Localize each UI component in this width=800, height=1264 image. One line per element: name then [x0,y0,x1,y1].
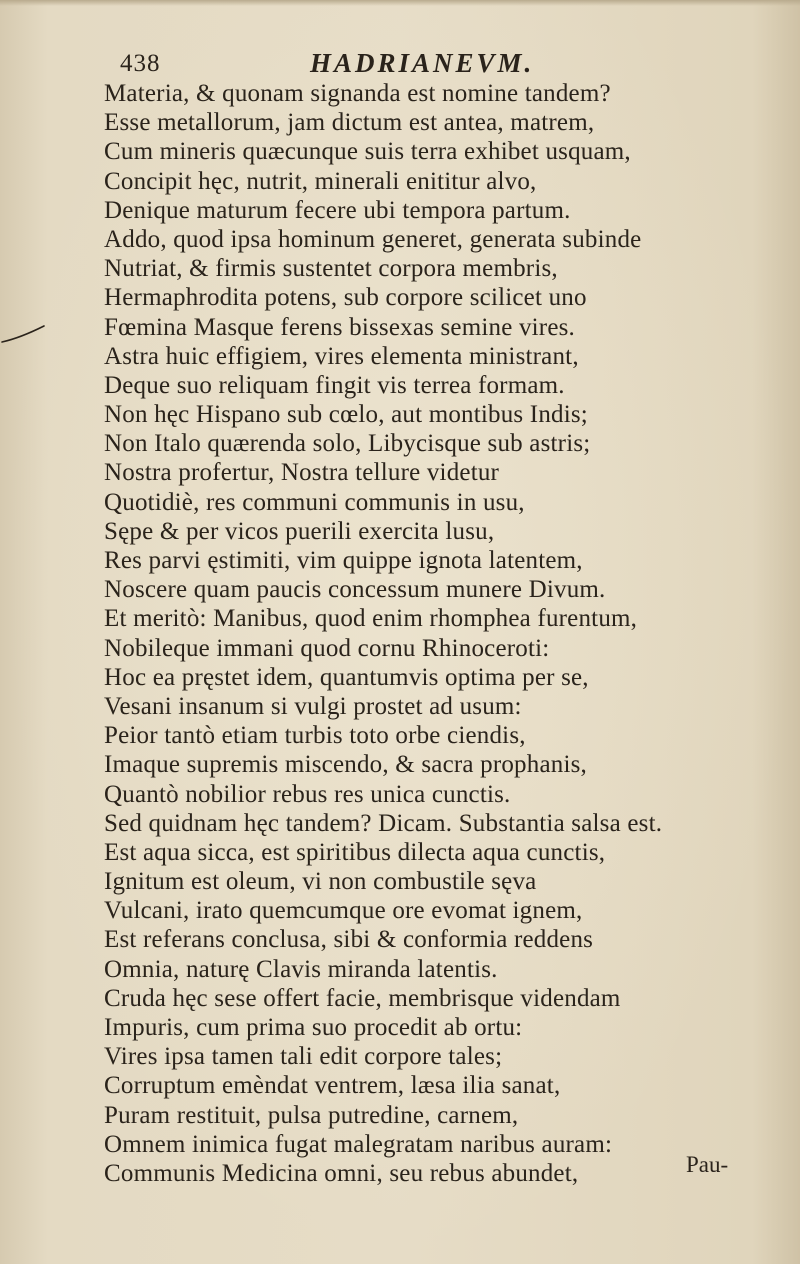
text-line: Quotidiè, res communi communis in usu, [104,488,525,516]
text-line: Imaque supremis miscendo, & sacra prophanis, [104,751,587,779]
text-line: Quantò nobilior rebus res unica cunctis. [104,780,511,808]
text-line: Peior tantò etiam turbis toto orbe ciendis, [104,722,526,750]
text-line: Esse metallorum, jam dictum est antea, matrem, [104,109,595,137]
text-line: Omnem inimica fugat malegratam naribus auram: [104,1130,613,1158]
text-line: Noscere quam paucis concessum munere Divum. [104,576,606,604]
text-line: Est aqua sicca, est spiritibus dilecta aqua cunctis, [104,838,606,866]
text-line: Concipit hęc, nutrit, minerali enititur alvo, [104,167,537,195]
page-top-edge [0,0,800,6]
text-line: Sed quidnam hęc tandem? Dicam. Substantia salsa est. [104,809,663,837]
text-line: Addo, quod ipsa hominum generet, generata subinde [104,225,642,253]
text-line: Hoc ea pręstet idem, quantumvis optima per se, [104,663,589,691]
text-line: Et meritò: Manibus, quod enim rhomphea furentum, [104,605,638,633]
text-line: Vesani insanum si vulgi prostet ad usum: [104,692,522,720]
text-line: Est referans conclusa, sibi & conformia reddens [104,926,594,954]
text-line: Hermaphrodita potens, sub corpore scilicet uno [104,284,587,312]
margin-pen-mark-icon [0,322,48,348]
text-line: Cum mineris quæcunque suis terra exhibet usquam, [104,138,631,166]
text-line: Fœmina Masque ferens bissexas semine vires. [104,313,576,341]
running-head: HADRIANEVM. [310,48,535,78]
text-line: Materia, & quonam signanda est nomine tandem? [104,80,611,107]
text-line: Cruda hęc sese offert facie, membrisque videndam [104,984,621,1012]
text-line: Communis Medicina omni, seu rebus abundet, [104,1159,579,1187]
text-line: Deque suo reliquam fingit vis terrea formam. [104,371,565,399]
text-line: Nutriat, & firmis sustentet corpora membris, [104,255,558,283]
catchword: Pau- [686,1152,729,1177]
text-line: Denique maturum fecere ubi tempora partum. [104,196,571,224]
text-line: Non Italo quærenda solo, Libycisque sub astris; [104,430,591,458]
text-line: Impuris, cum prima suo procedit ab ortu: [104,1014,523,1041]
text-line: Non hęc Hispano sub cœlo, aut montibus Indis; [104,401,588,429]
page-number: 438 [120,50,161,77]
text-line: Ignitum est oleum, vi non combustile sęva [104,868,537,896]
text-line: Puram restituit, pulsa putredine, carnem, [104,1101,519,1129]
text-line: Nostra profertur, Nostra tellure videtur [104,459,500,487]
text-line: Omnia, naturę Clavis miranda latentis. [104,955,498,983]
page-header [118,46,718,80]
text-line: Astra huic effigiem, vires elementa ministrant, [104,342,579,370]
text-line: Nobileque immani quod cornu Rhinoceroti: [104,634,550,662]
text-line: Vulcani, irato quemcumque ore evomat ignem, [104,897,583,925]
text-line: Sępe & per vicos puerili exercita lusu, [104,517,495,545]
text-line: Vires ipsa tamen tali edit corpore tales; [104,1043,503,1071]
poem-text-block [104,79,794,1188]
text-line: Res parvi ęstimiti, vim quippe ignota latentem, [104,547,583,574]
text-line: Corruptum emèndat ventrem, læsa ilia sanat, [104,1072,561,1100]
